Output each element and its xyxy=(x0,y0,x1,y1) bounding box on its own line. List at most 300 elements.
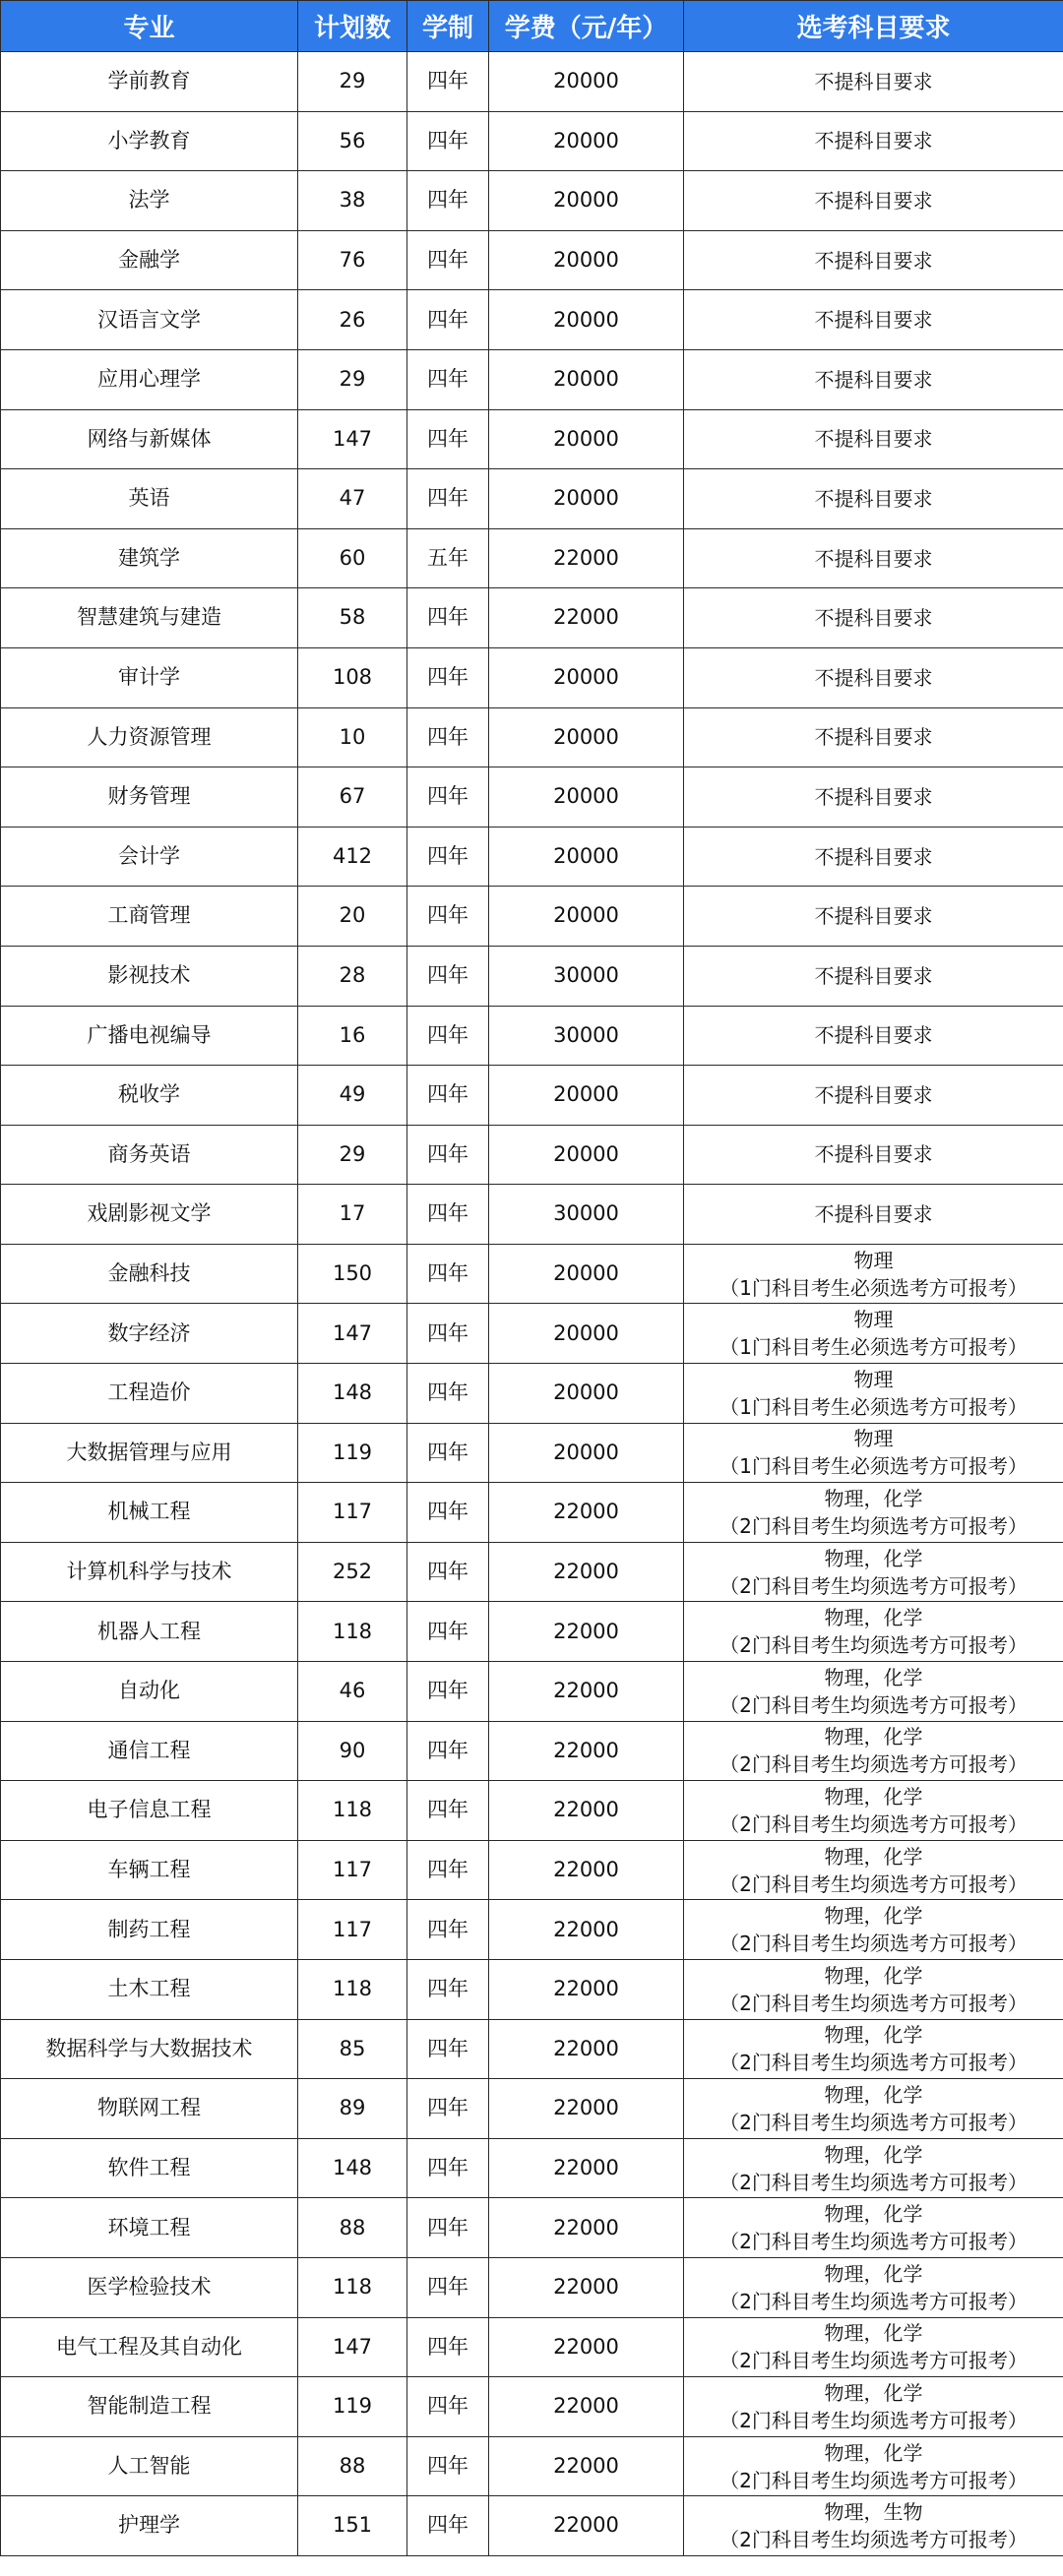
requirement-subjects: 不提科目要求 xyxy=(814,904,933,929)
cell-years: 四年 xyxy=(407,1960,489,2020)
cell-fee: 22000 xyxy=(489,2436,684,2496)
cell-plan: 85 xyxy=(298,2019,407,2079)
cell-fee: 20000 xyxy=(489,827,684,887)
cell-years: 四年 xyxy=(407,1721,489,1781)
cell-plan: 60 xyxy=(298,528,407,588)
table-row xyxy=(1,1185,1063,1245)
cell-fee: 22000 xyxy=(489,1960,684,2020)
requirement-subjects: 物理，化学 xyxy=(824,2321,923,2346)
cell-plan: 29 xyxy=(298,52,407,112)
cell-requirement xyxy=(684,349,1063,409)
cell-fee: 20000 xyxy=(489,707,684,767)
cell-requirement xyxy=(684,1244,1063,1304)
requirement-subjects: 物理，化学 xyxy=(824,2202,923,2227)
cell-fee: 22000 xyxy=(489,588,684,648)
requirement-note: （2门科目考生均须选考方可报考） xyxy=(719,1932,1028,1956)
requirement-note: （2门科目考生均须选考方可报考） xyxy=(719,2289,1028,2313)
cell-major: 金融学 xyxy=(1,230,298,290)
cell-fee: 22000 xyxy=(489,2138,684,2198)
cell-major: 环境工程 xyxy=(1,2198,298,2258)
requirement-note: （2门科目考生均须选考方可报考） xyxy=(719,1514,1028,1539)
table-row xyxy=(1,2257,1063,2317)
table-row xyxy=(1,52,1063,112)
requirement-note: （2门科目考生均须选考方可报考） xyxy=(719,2110,1028,2134)
requirement-subjects: 不提科目要求 xyxy=(814,188,933,213)
cell-years: 四年 xyxy=(407,1244,489,1304)
cell-requirement xyxy=(684,1364,1063,1424)
cell-major: 人工智能 xyxy=(1,2436,298,2496)
table-row xyxy=(1,1066,1063,1126)
cell-plan: 119 xyxy=(298,1423,407,1483)
cell-plan: 118 xyxy=(298,1960,407,2020)
table-row xyxy=(1,1662,1063,1722)
table-row xyxy=(1,1721,1063,1781)
cell-plan: 151 xyxy=(298,2496,407,2556)
requirement-subjects: 不提科目要求 xyxy=(814,1082,933,1107)
cell-plan: 147 xyxy=(298,409,407,469)
cell-plan: 29 xyxy=(298,349,407,409)
table-row xyxy=(1,707,1063,767)
cell-plan: 38 xyxy=(298,171,407,231)
cell-years: 四年 xyxy=(407,1066,489,1126)
cell-fee: 22000 xyxy=(489,1900,684,1960)
header-requirement: 选考科目要求 xyxy=(684,1,1063,52)
cell-years: 四年 xyxy=(407,349,489,409)
cell-plan: 117 xyxy=(298,1840,407,1900)
cell-fee: 20000 xyxy=(489,409,684,469)
table-row xyxy=(1,647,1063,707)
cell-major: 工商管理 xyxy=(1,887,298,947)
cell-requirement xyxy=(684,1125,1063,1185)
cell-plan: 26 xyxy=(298,290,407,350)
table-row xyxy=(1,469,1063,529)
cell-major: 应用心理学 xyxy=(1,349,298,409)
header-fee: 学费（元/年） xyxy=(489,1,684,52)
cell-fee: 22000 xyxy=(489,2496,684,2556)
requirement-subjects: 不提科目要求 xyxy=(814,69,933,93)
requirement-subjects: 物理 xyxy=(853,1427,894,1451)
cell-years: 五年 xyxy=(407,528,489,588)
table-row xyxy=(1,409,1063,469)
table-row xyxy=(1,290,1063,350)
requirement-subjects: 物理 xyxy=(853,1308,894,1332)
table-row xyxy=(1,2377,1063,2437)
cell-major: 工程造价 xyxy=(1,1364,298,1424)
cell-years: 四年 xyxy=(407,2436,489,2496)
requirement-note: （2门科目考生均须选考方可报考） xyxy=(719,1633,1028,1658)
table-row xyxy=(1,1542,1063,1602)
cell-requirement xyxy=(684,2496,1063,2556)
table-row xyxy=(1,2019,1063,2079)
cell-requirement xyxy=(684,767,1063,828)
cell-years: 四年 xyxy=(407,111,489,171)
cell-major: 电气工程及其自动化 xyxy=(1,2317,298,2377)
table-row xyxy=(1,349,1063,409)
cell-plan: 147 xyxy=(298,2317,407,2377)
cell-major: 商务英语 xyxy=(1,1125,298,1185)
cell-years: 四年 xyxy=(407,230,489,290)
table-row xyxy=(1,1960,1063,2020)
cell-fee: 20000 xyxy=(489,647,684,707)
cell-major: 汉语言文学 xyxy=(1,290,298,350)
requirement-subjects: 物理，化学 xyxy=(824,1844,923,1869)
cell-years: 四年 xyxy=(407,52,489,112)
cell-plan: 28 xyxy=(298,946,407,1006)
cell-major: 小学教育 xyxy=(1,111,298,171)
cell-requirement xyxy=(684,1900,1063,1960)
cell-fee: 22000 xyxy=(489,1721,684,1781)
cell-requirement xyxy=(684,1721,1063,1781)
cell-fee: 22000 xyxy=(489,1483,684,1543)
cell-requirement xyxy=(684,1840,1063,1900)
cell-major: 土木工程 xyxy=(1,1960,298,2020)
requirement-subjects: 不提科目要求 xyxy=(814,606,933,631)
cell-years: 四年 xyxy=(407,1781,489,1841)
requirement-subjects: 物理，化学 xyxy=(824,1665,923,1689)
cell-plan: 148 xyxy=(298,2138,407,2198)
requirement-subjects: 物理，化学 xyxy=(824,2440,923,2465)
cell-plan: 29 xyxy=(298,1125,407,1185)
cell-major: 物联网工程 xyxy=(1,2079,298,2139)
requirement-note: （2门科目考生均须选考方可报考） xyxy=(719,1692,1028,1717)
requirement-subjects: 物理，化学 xyxy=(824,1487,923,1511)
requirement-subjects: 物理，化学 xyxy=(824,1606,923,1630)
cell-requirement xyxy=(684,52,1063,112)
cell-years: 四年 xyxy=(407,290,489,350)
cell-years: 四年 xyxy=(407,1304,489,1364)
cell-major: 网络与新媒体 xyxy=(1,409,298,469)
cell-requirement xyxy=(684,946,1063,1006)
table-row xyxy=(1,1244,1063,1304)
cell-years: 四年 xyxy=(407,767,489,828)
cell-major: 学前教育 xyxy=(1,52,298,112)
cell-requirement xyxy=(684,707,1063,767)
cell-fee: 20000 xyxy=(489,887,684,947)
cell-fee: 20000 xyxy=(489,230,684,290)
table-row xyxy=(1,171,1063,231)
cell-requirement xyxy=(684,647,1063,707)
cell-requirement xyxy=(684,588,1063,648)
cell-requirement xyxy=(684,2436,1063,2496)
table-row xyxy=(1,767,1063,828)
cell-fee: 20000 xyxy=(489,1066,684,1126)
cell-years: 四年 xyxy=(407,1185,489,1245)
requirement-subjects: 不提科目要求 xyxy=(814,1023,933,1048)
cell-fee: 22000 xyxy=(489,2019,684,2079)
table-row xyxy=(1,1781,1063,1841)
cell-major: 戏剧影视文学 xyxy=(1,1185,298,1245)
header-plan: 计划数 xyxy=(298,1,407,52)
cell-years: 四年 xyxy=(407,1602,489,1662)
cell-requirement xyxy=(684,1542,1063,1602)
cell-major: 审计学 xyxy=(1,647,298,707)
cell-plan: 16 xyxy=(298,1006,407,1066)
requirement-subjects: 物理，化学 xyxy=(824,2142,923,2167)
cell-major: 财务管理 xyxy=(1,767,298,828)
table-row xyxy=(1,2496,1063,2556)
cell-major: 机器人工程 xyxy=(1,1602,298,1662)
cell-plan: 56 xyxy=(298,111,407,171)
cell-plan: 90 xyxy=(298,1721,407,1781)
cell-major: 智慧建筑与建造 xyxy=(1,588,298,648)
cell-fee: 22000 xyxy=(489,528,684,588)
requirement-note: （1门科目考生必须选考方可报考） xyxy=(719,1394,1028,1419)
requirement-note: （2门科目考生均须选考方可报考） xyxy=(719,2468,1028,2492)
requirement-note: （2门科目考生均须选考方可报考） xyxy=(719,2230,1028,2254)
table-row xyxy=(1,827,1063,887)
cell-requirement xyxy=(684,1662,1063,1722)
cell-years: 四年 xyxy=(407,171,489,231)
cell-plan: 88 xyxy=(298,2436,407,2496)
cell-major: 数据科学与大数据技术 xyxy=(1,2019,298,2079)
table-row xyxy=(1,2317,1063,2377)
cell-major: 计算机科学与技术 xyxy=(1,1542,298,1602)
cell-years: 四年 xyxy=(407,1423,489,1483)
cell-years: 四年 xyxy=(407,1125,489,1185)
cell-requirement xyxy=(684,1602,1063,1662)
cell-years: 四年 xyxy=(407,2079,489,2139)
cell-major: 通信工程 xyxy=(1,1721,298,1781)
requirement-subjects: 物理，化学 xyxy=(824,2023,923,2048)
cell-requirement xyxy=(684,230,1063,290)
cell-years: 四年 xyxy=(407,946,489,1006)
cell-major: 金融科技 xyxy=(1,1244,298,1304)
cell-fee: 22000 xyxy=(489,1781,684,1841)
cell-major: 人力资源管理 xyxy=(1,707,298,767)
cell-major: 车辆工程 xyxy=(1,1840,298,1900)
cell-fee: 20000 xyxy=(489,1423,684,1483)
cell-plan: 17 xyxy=(298,1185,407,1245)
cell-plan: 46 xyxy=(298,1662,407,1722)
requirement-subjects: 不提科目要求 xyxy=(814,1202,933,1227)
cell-plan: 89 xyxy=(298,2079,407,2139)
cell-years: 四年 xyxy=(407,1840,489,1900)
cell-years: 四年 xyxy=(407,1662,489,1722)
cell-years: 四年 xyxy=(407,1900,489,1960)
cell-years: 四年 xyxy=(407,2138,489,2198)
requirement-subjects: 不提科目要求 xyxy=(814,248,933,273)
requirement-subjects: 不提科目要求 xyxy=(814,963,933,988)
cell-major: 税收学 xyxy=(1,1066,298,1126)
table-body xyxy=(1,52,1063,2556)
cell-requirement xyxy=(684,1960,1063,2020)
requirement-subjects: 物理，化学 xyxy=(824,2261,923,2286)
requirement-subjects: 物理，化学 xyxy=(824,1904,923,1929)
cell-fee: 20000 xyxy=(489,171,684,231)
table-row xyxy=(1,1840,1063,1900)
cell-fee: 20000 xyxy=(489,1125,684,1185)
table-row xyxy=(1,1602,1063,1662)
requirement-note: （2门科目考生均须选考方可报考） xyxy=(719,1573,1028,1598)
cell-plan: 412 xyxy=(298,827,407,887)
table-row xyxy=(1,1483,1063,1543)
cell-plan: 20 xyxy=(298,887,407,947)
cell-plan: 118 xyxy=(298,1602,407,1662)
requirement-note: （2门科目考生均须选考方可报考） xyxy=(719,1991,1028,2015)
table-row xyxy=(1,1364,1063,1424)
cell-fee: 22000 xyxy=(489,1602,684,1662)
cell-major: 影视技术 xyxy=(1,946,298,1006)
cell-requirement xyxy=(684,1304,1063,1364)
cell-fee: 30000 xyxy=(489,946,684,1006)
cell-plan: 76 xyxy=(298,230,407,290)
cell-requirement xyxy=(684,2257,1063,2317)
cell-major: 医学检验技术 xyxy=(1,2257,298,2317)
table-row xyxy=(1,2079,1063,2139)
cell-major: 大数据管理与应用 xyxy=(1,1423,298,1483)
cell-plan: 10 xyxy=(298,707,407,767)
requirement-subjects: 不提科目要求 xyxy=(814,367,933,392)
cell-major: 电子信息工程 xyxy=(1,1781,298,1841)
requirement-note: （2门科目考生均须选考方可报考） xyxy=(719,1752,1028,1777)
cell-years: 四年 xyxy=(407,2496,489,2556)
cell-years: 四年 xyxy=(407,2377,489,2437)
requirement-subjects: 物理 xyxy=(853,1367,894,1391)
cell-fee: 22000 xyxy=(489,1542,684,1602)
requirement-subjects: 不提科目要求 xyxy=(814,665,933,690)
requirement-subjects: 物理，化学 xyxy=(824,1785,923,1809)
cell-plan: 117 xyxy=(298,1483,407,1543)
requirement-note: （2门科目考生均须选考方可报考） xyxy=(719,2170,1028,2194)
cell-requirement xyxy=(684,469,1063,529)
table-row xyxy=(1,1125,1063,1185)
table-row xyxy=(1,1006,1063,1066)
requirement-note: （2门科目考生均须选考方可报考） xyxy=(719,2051,1028,2075)
cell-fee: 22000 xyxy=(489,2377,684,2437)
cell-plan: 147 xyxy=(298,1304,407,1364)
cell-years: 四年 xyxy=(407,469,489,529)
cell-requirement xyxy=(684,171,1063,231)
cell-fee: 20000 xyxy=(489,111,684,171)
requirement-subjects: 不提科目要求 xyxy=(814,129,933,153)
cell-fee: 20000 xyxy=(489,1364,684,1424)
cell-plan: 117 xyxy=(298,1900,407,1960)
cell-requirement xyxy=(684,2317,1063,2377)
table-row xyxy=(1,2436,1063,2496)
cell-major: 机械工程 xyxy=(1,1483,298,1543)
cell-years: 四年 xyxy=(407,1542,489,1602)
cell-years: 四年 xyxy=(407,2198,489,2258)
requirement-note: （2门科目考生均须选考方可报考） xyxy=(719,2528,1028,2552)
requirement-note: （1门科目考生必须选考方可报考） xyxy=(719,1335,1028,1360)
header-row xyxy=(1,1,1063,52)
requirement-subjects: 物理，化学 xyxy=(824,1725,923,1749)
cell-fee: 22000 xyxy=(489,2079,684,2139)
cell-fee: 30000 xyxy=(489,1006,684,1066)
table-row xyxy=(1,2138,1063,2198)
cell-plan: 58 xyxy=(298,588,407,648)
cell-years: 四年 xyxy=(407,887,489,947)
requirement-note: （2门科目考生均须选考方可报考） xyxy=(719,2408,1028,2432)
requirement-subjects: 不提科目要求 xyxy=(814,784,933,809)
cell-requirement xyxy=(684,1066,1063,1126)
table-row xyxy=(1,887,1063,947)
requirement-note: （2门科目考生均须选考方可报考） xyxy=(719,2349,1028,2373)
cell-years: 四年 xyxy=(407,1483,489,1543)
table-row xyxy=(1,2198,1063,2258)
cell-major: 自动化 xyxy=(1,1662,298,1722)
requirement-note: （1门科目考生必须选考方可报考） xyxy=(719,1275,1028,1300)
cell-plan: 108 xyxy=(298,647,407,707)
table-row xyxy=(1,230,1063,290)
requirement-note: （2门科目考生均须选考方可报考） xyxy=(719,1812,1028,1837)
cell-requirement xyxy=(684,2198,1063,2258)
cell-years: 四年 xyxy=(407,409,489,469)
cell-plan: 150 xyxy=(298,1244,407,1304)
cell-requirement xyxy=(684,409,1063,469)
table-row xyxy=(1,946,1063,1006)
cell-plan: 148 xyxy=(298,1364,407,1424)
requirement-subjects: 物理 xyxy=(853,1248,894,1272)
cell-fee: 20000 xyxy=(489,52,684,112)
table-header xyxy=(1,1,1063,52)
cell-plan: 252 xyxy=(298,1542,407,1602)
cell-years: 四年 xyxy=(407,1364,489,1424)
cell-fee: 20000 xyxy=(489,1244,684,1304)
requirement-subjects: 物理，化学 xyxy=(824,1546,923,1570)
cell-fee: 30000 xyxy=(489,1185,684,1245)
cell-requirement xyxy=(684,2079,1063,2139)
cell-fee: 22000 xyxy=(489,1840,684,1900)
cell-plan: 118 xyxy=(298,1781,407,1841)
cell-plan: 49 xyxy=(298,1066,407,1126)
table-row xyxy=(1,111,1063,171)
cell-years: 四年 xyxy=(407,827,489,887)
cell-years: 四年 xyxy=(407,588,489,648)
cell-major: 智能制造工程 xyxy=(1,2377,298,2437)
cell-requirement xyxy=(684,1781,1063,1841)
cell-fee: 20000 xyxy=(489,1304,684,1364)
cell-plan: 118 xyxy=(298,2257,407,2317)
requirement-subjects: 物理，化学 xyxy=(824,1963,923,1988)
cell-major: 软件工程 xyxy=(1,2138,298,2198)
requirement-note: （2门科目考生均须选考方可报考） xyxy=(719,1871,1028,1896)
cell-major: 英语 xyxy=(1,469,298,529)
requirement-subjects: 物理，生物 xyxy=(824,2500,923,2525)
cell-requirement xyxy=(684,887,1063,947)
cell-requirement xyxy=(684,2138,1063,2198)
table-row xyxy=(1,1423,1063,1483)
header-years: 学制 xyxy=(407,1,489,52)
cell-fee: 20000 xyxy=(489,349,684,409)
cell-requirement xyxy=(684,111,1063,171)
cell-fee: 20000 xyxy=(489,469,684,529)
cell-requirement xyxy=(684,827,1063,887)
requirement-subjects: 不提科目要求 xyxy=(814,546,933,571)
cell-requirement xyxy=(684,1483,1063,1543)
requirement-subjects: 不提科目要求 xyxy=(814,725,933,750)
cell-major: 会计学 xyxy=(1,827,298,887)
cell-fee: 20000 xyxy=(489,290,684,350)
cell-fee: 22000 xyxy=(489,2257,684,2317)
table-row xyxy=(1,588,1063,648)
cell-plan: 67 xyxy=(298,767,407,828)
cell-requirement xyxy=(684,1185,1063,1245)
requirement-note: （1门科目考生必须选考方可报考） xyxy=(719,1454,1028,1479)
table-row xyxy=(1,528,1063,588)
cell-requirement xyxy=(684,1423,1063,1483)
table-row xyxy=(1,1900,1063,1960)
cell-requirement xyxy=(684,2377,1063,2437)
cell-years: 四年 xyxy=(407,707,489,767)
requirement-subjects: 不提科目要求 xyxy=(814,308,933,333)
cell-major: 制药工程 xyxy=(1,1900,298,1960)
cell-fee: 22000 xyxy=(489,1662,684,1722)
cell-years: 四年 xyxy=(407,2019,489,2079)
requirement-subjects: 不提科目要求 xyxy=(814,844,933,869)
requirement-subjects: 不提科目要求 xyxy=(814,486,933,511)
cell-major: 建筑学 xyxy=(1,528,298,588)
